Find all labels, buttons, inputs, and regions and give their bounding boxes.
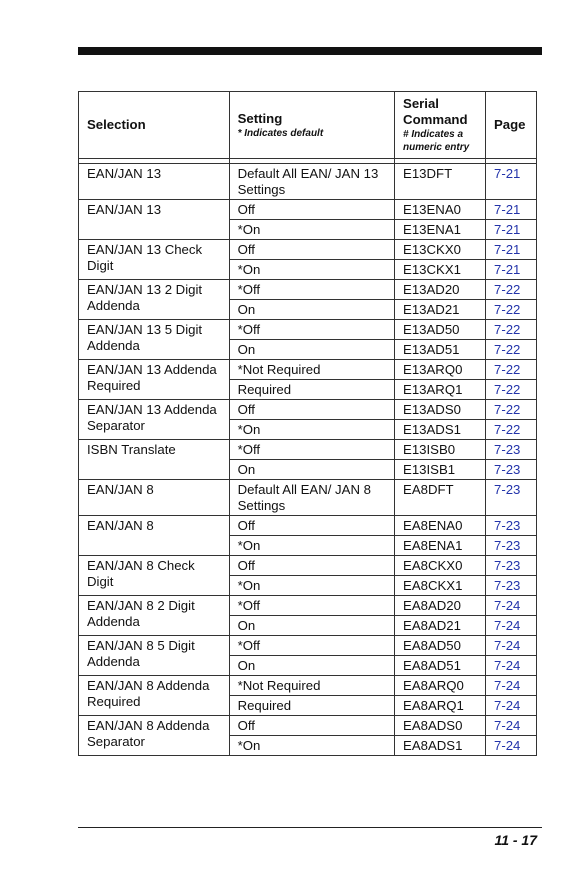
page-link[interactable]: 7-22 — [493, 402, 521, 417]
setting-cell: Off — [229, 516, 394, 536]
table-row — [79, 480, 537, 516]
page-cell — [485, 716, 536, 736]
setting-cell: *On — [229, 576, 394, 596]
serial-command-cell: EA8AD50 — [395, 636, 486, 656]
setting-cell: *On — [229, 536, 394, 556]
table-row — [79, 556, 537, 576]
page-cell — [485, 420, 536, 440]
page-cell — [485, 596, 536, 616]
page-link[interactable]: 7-21 — [493, 202, 521, 217]
page-cell — [485, 480, 536, 516]
serial-command-cell: EA8CKX1 — [395, 576, 486, 596]
serial-command-cell: E13ARQ1 — [395, 380, 486, 400]
page-link[interactable]: 7-22 — [493, 362, 521, 377]
page-link[interactable]: 7-23 — [493, 462, 521, 477]
setting-cell: *Off — [229, 320, 394, 340]
selection-cell: EAN/JAN 13 5 Digit Addenda — [79, 320, 230, 360]
serial-command-cell: EA8ADS0 — [395, 716, 486, 736]
selection-cell: EAN/JAN 8 Addenda Required — [79, 676, 230, 716]
setting-cell: *Off — [229, 596, 394, 616]
setting-cell: *On — [229, 420, 394, 440]
serial-command-cell: EA8DFT — [395, 480, 486, 516]
page-link[interactable]: 7-21 — [493, 166, 521, 181]
setting-cell: *On — [229, 736, 394, 756]
page-number: 11 - 17 — [494, 832, 537, 848]
setting-cell: Default All EAN/ JAN 8 Settings — [229, 480, 394, 516]
table-row — [79, 516, 537, 536]
header-serial-note-1: # Indicates a — [403, 129, 464, 140]
page-link[interactable]: 7-23 — [493, 442, 521, 457]
selection-cell: EAN/JAN 8 — [79, 516, 230, 556]
header-page: Page — [485, 92, 536, 159]
page-cell — [485, 440, 536, 460]
selection-cell: ISBN Translate — [79, 440, 230, 480]
table-row — [79, 636, 537, 656]
page-link[interactable]: 7-24 — [493, 638, 521, 653]
serial-command-cell: E13ISB0 — [395, 440, 486, 460]
setting-cell: Off — [229, 400, 394, 420]
header-setting-note: * Indicates default — [237, 127, 324, 139]
bottom-rule — [78, 827, 542, 828]
page-cell — [485, 220, 536, 240]
setting-cell: *Off — [229, 636, 394, 656]
header-serial-command: Serial Command # Indicates a numeric entry — [395, 92, 486, 159]
setting-cell: Off — [229, 200, 394, 220]
table-body — [79, 164, 537, 756]
page-link[interactable]: 7-24 — [493, 738, 521, 753]
page-cell — [485, 576, 536, 596]
page-link[interactable]: 7-24 — [493, 658, 521, 673]
serial-command-cell: E13ENA1 — [395, 220, 486, 240]
serial-command-cell: E13ADS1 — [395, 420, 486, 440]
setting-cell: Off — [229, 556, 394, 576]
header-setting: Setting * Indicates default — [229, 92, 394, 159]
page-cell — [485, 300, 536, 320]
setting-cell: Off — [229, 716, 394, 736]
selection-cell: EAN/JAN 13 2 Digit Addenda — [79, 280, 230, 320]
page-cell — [485, 696, 536, 716]
page-link[interactable]: 7-24 — [493, 718, 521, 733]
setting-cell: *Off — [229, 280, 394, 300]
selection-cell: EAN/JAN 8 — [79, 480, 230, 516]
table-row — [79, 360, 537, 380]
serial-command-cell: EA8AD20 — [395, 596, 486, 616]
page-cell — [485, 240, 536, 260]
page-link[interactable]: 7-24 — [493, 598, 521, 613]
page-cell — [485, 656, 536, 676]
page-cell — [485, 460, 536, 480]
selection-cell: EAN/JAN 8 Addenda Separator — [79, 716, 230, 756]
setting-cell: *Not Required — [229, 360, 394, 380]
setting-cell: Required — [229, 380, 394, 400]
serial-command-cell: E13ENA0 — [395, 200, 486, 220]
page-cell — [485, 260, 536, 280]
serial-command-cell: E13CKX0 — [395, 240, 486, 260]
setting-cell: Default All EAN/ JAN 13 Settings — [229, 164, 394, 200]
selection-cell: EAN/JAN 13 — [79, 164, 230, 200]
serial-command-cell: E13ADS0 — [395, 400, 486, 420]
table-row — [79, 676, 537, 696]
serial-command-cell: E13AD50 — [395, 320, 486, 340]
serial-command-cell: E13CKX1 — [395, 260, 486, 280]
selection-cell: EAN/JAN 8 5 Digit Addenda — [79, 636, 230, 676]
page-link[interactable]: 7-22 — [493, 422, 521, 437]
setting-cell: Off — [229, 240, 394, 260]
top-rule — [78, 47, 542, 55]
page-cell — [485, 400, 536, 420]
page-link[interactable]: 7-22 — [493, 382, 521, 397]
serial-command-cell: E13ISB1 — [395, 460, 486, 480]
page-link[interactable]: 7-23 — [493, 578, 521, 593]
table-row — [79, 320, 537, 340]
page-cell — [485, 280, 536, 300]
setting-cell: On — [229, 616, 394, 636]
page-link[interactable]: 7-22 — [493, 302, 521, 317]
page-link[interactable]: 7-24 — [493, 618, 521, 633]
serial-command-cell: E13AD51 — [395, 340, 486, 360]
page-cell — [485, 200, 536, 220]
page-cell — [485, 616, 536, 636]
page-cell — [485, 676, 536, 696]
page-cell — [485, 636, 536, 656]
page-link[interactable]: 7-24 — [493, 678, 521, 693]
page-link[interactable]: 7-21 — [493, 262, 521, 277]
serial-command-table — [78, 91, 537, 756]
serial-command-cell: EA8AD21 — [395, 616, 486, 636]
setting-cell: *Not Required — [229, 676, 394, 696]
page-link[interactable]: 7-24 — [493, 698, 521, 713]
setting-cell: *Off — [229, 440, 394, 460]
selection-cell: EAN/JAN 8 Check Digit — [79, 556, 230, 596]
page-link[interactable]: 7-23 — [493, 518, 521, 533]
page-cell — [485, 360, 536, 380]
header-row — [79, 92, 537, 159]
page-link[interactable]: 7-23 — [493, 558, 521, 573]
table-row — [79, 596, 537, 616]
header-selection: Selection — [79, 92, 230, 159]
selection-cell: EAN/JAN 8 2 Digit Addenda — [79, 596, 230, 636]
table-row — [79, 164, 537, 200]
selection-cell: EAN/JAN 13 — [79, 200, 230, 240]
page-link[interactable]: 7-22 — [493, 322, 521, 337]
table-row — [79, 240, 537, 260]
page-cell — [485, 536, 536, 556]
serial-command-cell: E13DFT — [395, 164, 486, 200]
table-row — [79, 200, 537, 220]
page-cell — [485, 340, 536, 360]
setting-cell: Required — [229, 696, 394, 716]
table-row — [79, 440, 537, 460]
page-cell — [485, 164, 536, 200]
page-link[interactable]: 7-23 — [493, 538, 521, 553]
serial-command-cell: E13AD21 — [395, 300, 486, 320]
serial-command-cell: EA8ENA0 — [395, 516, 486, 536]
page-cell — [485, 320, 536, 340]
page-cell — [485, 516, 536, 536]
serial-command-cell: E13AD20 — [395, 280, 486, 300]
table-row — [79, 716, 537, 736]
serial-command-cell: EA8ENA1 — [395, 536, 486, 556]
page-cell — [485, 556, 536, 576]
page-link[interactable]: 7-23 — [493, 482, 521, 497]
header-serial-note-2: numeric entry — [403, 142, 470, 153]
table-row — [79, 280, 537, 300]
serial-command-cell: EA8CKX0 — [395, 556, 486, 576]
setting-cell: On — [229, 460, 394, 480]
table-row — [79, 400, 537, 420]
setting-cell: *On — [229, 260, 394, 280]
serial-command-cell: E13ARQ0 — [395, 360, 486, 380]
setting-cell: On — [229, 340, 394, 360]
page-link[interactable]: 7-21 — [493, 222, 521, 237]
page-cell — [485, 380, 536, 400]
setting-cell: *On — [229, 220, 394, 240]
setting-cell: On — [229, 300, 394, 320]
serial-command-cell: EA8ARQ1 — [395, 696, 486, 716]
page-cell — [485, 736, 536, 756]
serial-command-cell: EA8ARQ0 — [395, 676, 486, 696]
selection-cell: EAN/JAN 13 Check Digit — [79, 240, 230, 280]
serial-command-cell: EA8ADS1 — [395, 736, 486, 756]
serial-command-cell: EA8AD51 — [395, 656, 486, 676]
selection-cell: EAN/JAN 13 Addenda Separator — [79, 400, 230, 440]
selection-cell: EAN/JAN 13 Addenda Required — [79, 360, 230, 400]
setting-cell: On — [229, 656, 394, 676]
page-link[interactable]: 7-22 — [493, 342, 521, 357]
page-link[interactable]: 7-21 — [493, 242, 521, 257]
page-link[interactable]: 7-22 — [493, 282, 521, 297]
